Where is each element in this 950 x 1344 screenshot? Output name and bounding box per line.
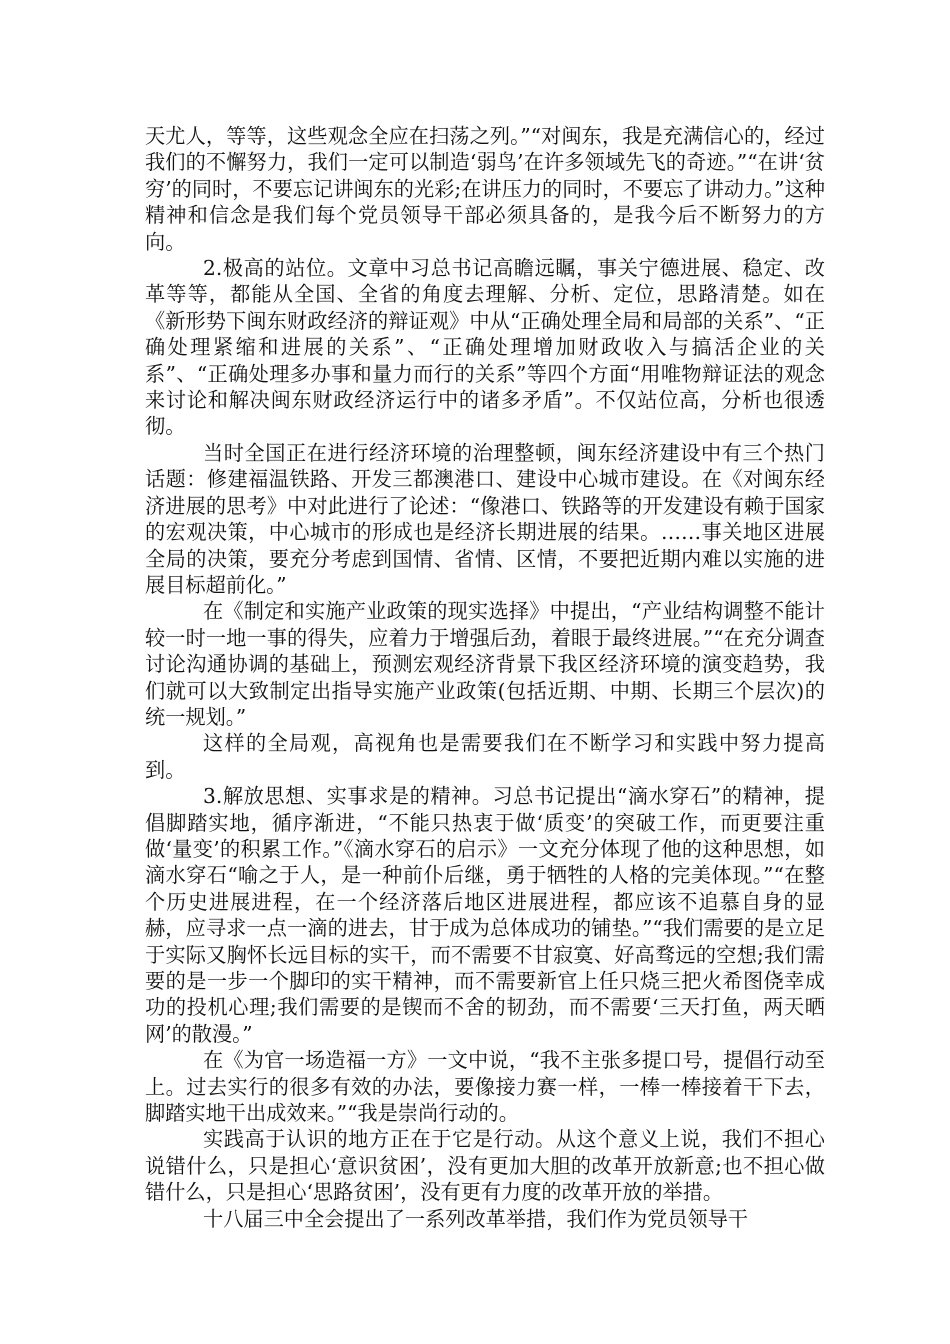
paragraph-1: 天尤人，等等，这些观念全应在扫荡之列。”“对闽东，我是充满信心的，经过我们的不懈努力，我们一定可以制造‘弱鸟’在许多领域先飞的奇迹。”“在讲‘贫穷’的同时，不要忘记讲闽东的光彩;在讲压力的同时，不要忘了讲动力。”这种精神和信念是我们每个党员领导干部必须具备的，是我今后不断努力的方向。 [145, 124, 825, 254]
document-body [145, 123, 825, 1232]
paragraph-7: 在《为官一场造福一方》一文中说，“我不主张多提口号，提倡行动至上。过去实行的很多有效的办法，要像接力赛一样，一棒一棒接着干下去，脚踏实地干出成效来。”“我是崇尚行动的。 [145, 1048, 825, 1126]
paragraph-3: 当时全国正在进行经济环境的治理整顿，闽东经济建设中有三个热门话题：修建福温铁路、开发三都澳港口、建设中心城市建设。在《对闽东经济进展的思考》中对此进行了论述：“像港口、铁路等的开发建设有赖于国家的宏观决策，中心城市的形成也是经济长期进展的结果。……事关地区进展全局的决策，要充分考虑到国情、省情、区情，不要把近期内难以实施的进展目标超前化。” [145, 440, 825, 597]
paragraph-2: 2.极高的站位。文章中习总书记高瞻远瞩，事关宁德进展、稳定、改革等等，都能从全国、全省的角度去理解、分析、定位，思路清楚。如在《新形势下闽东财政经济的辩证观》中从“正确处理全局和局部的关系”、“正确处理紧缩和进展的关系”、“正确处理增加财政收入与搞活企业的关系”、“正确处理多办事和量力而行的关系”等四个方面“用唯物辩证法的观念来讨论和解决闽东财政经济运行中的诸多矛盾”。不仅站位高，分析也很透彻。 [145, 256, 825, 439]
paragraph-6: 3.解放思想、实事求是的精神。习总书记提出“滴水穿石”的精神，提倡脚踏实地，循序渐进，“不能只热衷于做‘质变’的突破工作，而更要注重做‘量变’的积累工作。”《滴水穿石的启示》一文充分体现了他的这种思想，如滴水穿石“喻之于人，是一种前仆后继，勇于牺牲的人格的完美体现。”“在整个历史进展进程，在一个经济落后地区进展进程，都应该不追慕自身的显赫，应寻求一点一滴的进去，甘于成为总体成功的铺垫。”“我们需要的是立足于实际又胸怀长远目标的实干，而不需要不甘寂寞、好高骛远的空想;我们需要的是一步一个脚印的实干精神，而不需要新官上任只烧三把火希图侥幸成功的投机心理;我们需要的是锲而不舍的韧劲，而不需要‘三天打鱼，两天晒网’的散漫。” [145, 784, 825, 1046]
paragraph-9: 十八届三中全会提出了一系列改革举措，我们作为党员领导干 [203, 1206, 749, 1231]
paragraph-4: 在《制定和实施产业政策的现实选择》中提出，“产业结构调整不能计较一时一地一事的得失，应着力于增强后劲，着眼于最终进展。”“在充分调查讨论沟通协调的基础上，预测宏观经济背景下我区经济环境的演变趋势，我们就可以大致制定出指导实施产业政策(包括近期、中期、长期三个层次)的统一规划。” [145, 599, 825, 729]
paragraph-8: 实践高于认识的地方正在于它是行动。从这个意义上说，我们不担心说错什么，只是担心‘意识贫困’，没有更加大胆的改革开放新意;也不担心做错什么，只是担心‘思路贫困’，没有更有力度的改革开放的举措。 [145, 1127, 825, 1205]
paragraph-5: 这样的全局观，高视角也是需要我们在不断学习和实践中努力提高到。 [145, 731, 825, 782]
